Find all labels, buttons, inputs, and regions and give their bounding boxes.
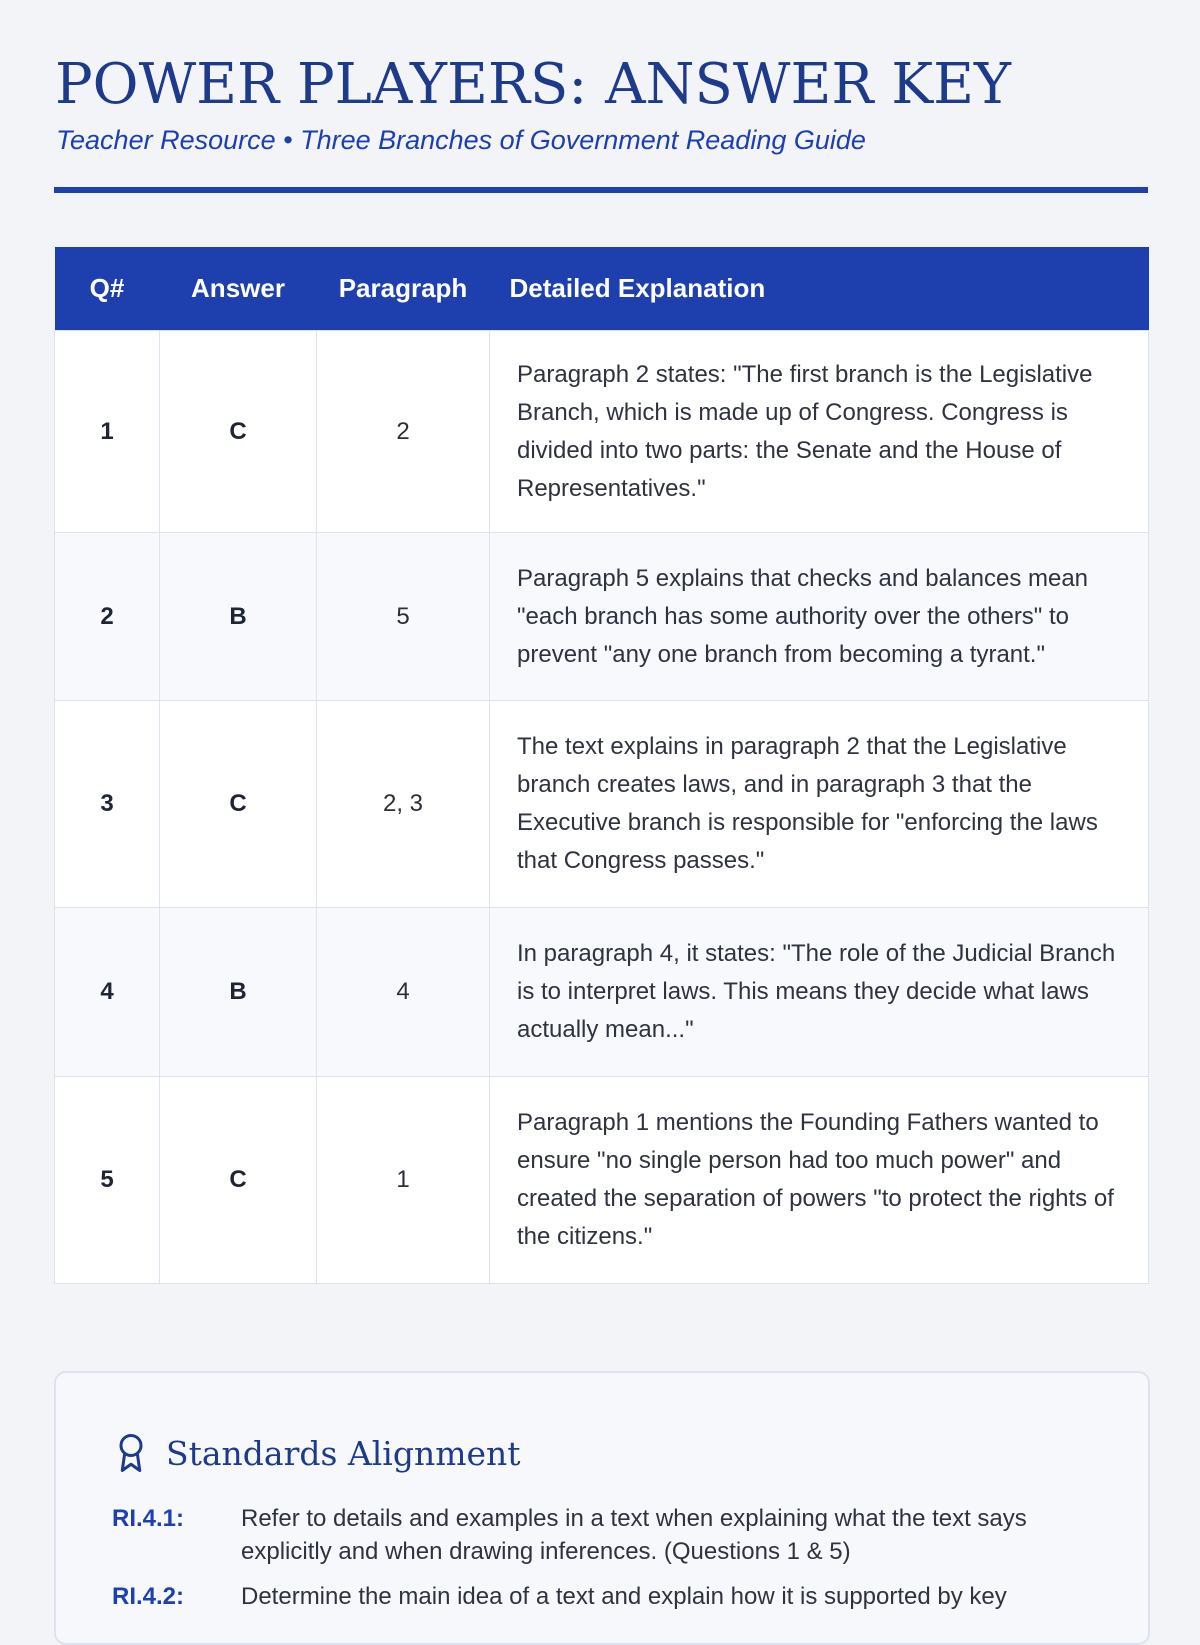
question-number: 2 [55,533,160,701]
standard-code: RI.4.2: [112,1583,185,1610]
award-ribbon-icon [116,1433,146,1473]
table-row [55,331,1149,533]
question-number: 1 [55,331,160,533]
standards-title: Standards Alignment [166,1433,521,1473]
table-row [55,701,1149,908]
table-row [55,908,1149,1077]
column-header-answer: Answer [160,247,317,331]
page-subtitle: Teacher Resource • Three Branches of Government Reading Guide [56,125,866,155]
answer-letter: C [160,1077,317,1284]
answer-letter: B [160,908,317,1077]
table-row [55,1077,1149,1284]
title-divider [54,187,1148,193]
standard-description: Determine the main idea of a text and explain how it is supported by key [241,1583,1007,1610]
standard-code: RI.4.1: [112,1505,185,1532]
question-number: 5 [55,1077,160,1284]
standards-alignment-card [54,1371,1150,1645]
detailed-explanation: In paragraph 4, it states: "The role of the Judicial Branch is to interpret laws. This means they decide what laws actually mean..." [490,908,1149,1077]
detailed-explanation: Paragraph 5 explains that checks and balances mean "each branch has some authority over the others" to prevent "any one branch from becoming a tyrant." [490,533,1149,701]
standards-header [116,1433,521,1473]
standard-description: Refer to details and examples in a text when explaining what the text says explicitly and when drawing inferences. (Questions 1 & 5) [241,1505,1027,1565]
paragraph-reference: 1 [317,1077,490,1284]
answer-letter: B [160,533,317,701]
paragraph-reference: 5 [317,533,490,701]
column-header-explanation: Detailed Explanation [490,247,1149,331]
paragraph-reference: 4 [317,908,490,1077]
detailed-explanation: Paragraph 1 mentions the Founding Fathers wanted to ensure "no single person had too much power" and created the separation of powers "to protect the rights of the citizens." [490,1077,1149,1284]
column-header-paragraph: Paragraph [317,247,490,331]
table-row [55,533,1149,701]
question-number: 4 [55,908,160,1077]
column-header-question: Q# [55,247,160,331]
paragraph-reference: 2, 3 [317,701,490,908]
answer-letter: C [160,331,317,533]
detailed-explanation: Paragraph 2 states: "The first branch is the Legislative Branch, which is made up of Congress. Congress is divided into two parts: the Senate and the House of Representatives." [490,331,1149,533]
paragraph-reference: 2 [317,331,490,533]
answer-key-table [54,247,1149,1284]
table-header-row [55,247,1149,331]
page-title: POWER PLAYERS: ANSWER KEY [55,52,1011,117]
question-number: 3 [55,701,160,908]
answer-letter: C [160,701,317,908]
detailed-explanation: The text explains in paragraph 2 that the Legislative branch creates laws, and in paragraph 3 that the Executive branch is responsible for "enforcing the laws that Congress passes." [490,701,1149,908]
